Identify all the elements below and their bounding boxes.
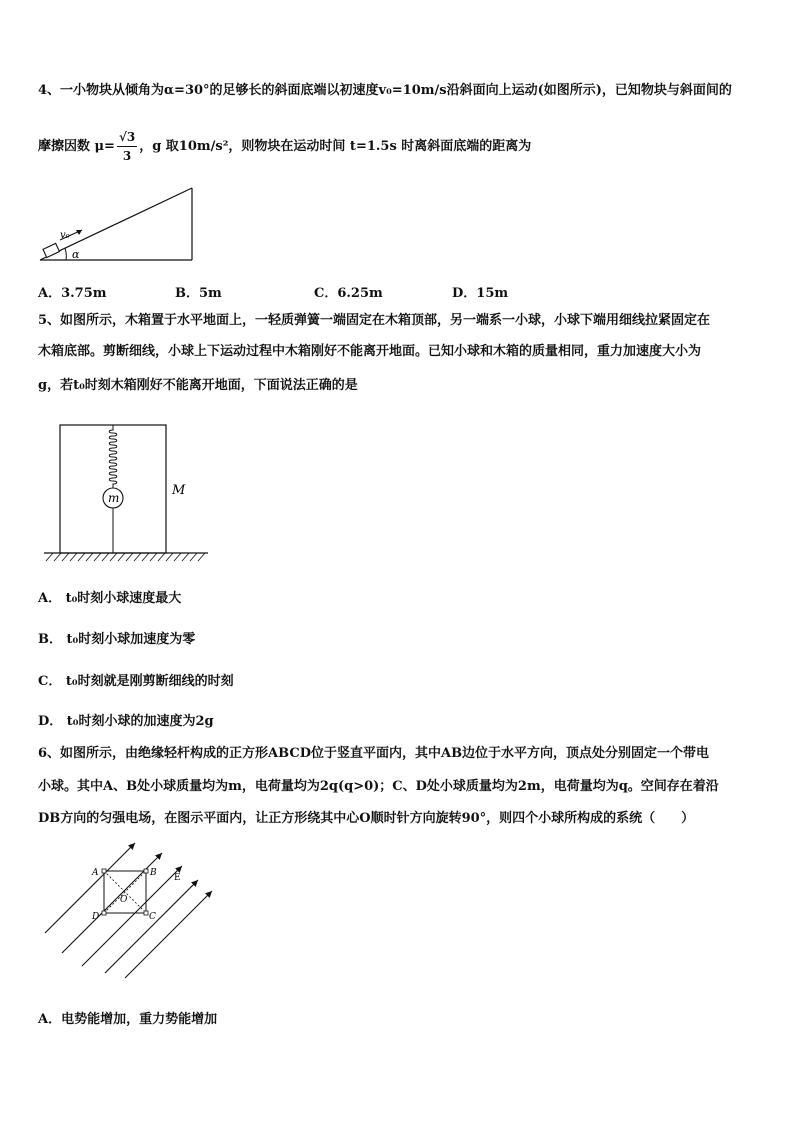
q6-ball-d bbox=[102, 911, 106, 915]
q4-mu-denominator: 3 bbox=[122, 149, 132, 163]
q4-incline-figure bbox=[38, 180, 208, 265]
q4-stem-line1: 4、一小物块从倾角为α=30°的足够长的斜面底端以初速度v₀=10m/s沿斜面向上运动(如图所示)，已知物块与斜面间的 bbox=[38, 83, 732, 98]
q4-option-b[interactable]: B．5m bbox=[175, 286, 222, 301]
q5-stem-line3: g，若t₀时刻木箱刚好不能离开地面，下面说法正确的是 bbox=[38, 378, 358, 393]
q4-angle-arc bbox=[65, 248, 66, 260]
q5-ground-hatch bbox=[46, 553, 205, 561]
q5-option-c[interactable]: C． t₀时刻就是刚剪断细线的时刻 bbox=[38, 674, 234, 689]
q6-label-o: O bbox=[120, 895, 128, 905]
q4-stem-line2-suffix: ，g 取10m/s²，则物块在运动时间 t=1.5s 时离斜面底端的距离为 bbox=[139, 139, 532, 154]
q6-ball-c bbox=[144, 911, 148, 915]
q6-label-d: D bbox=[92, 912, 100, 922]
q6-option-a[interactable]: A．电势能增加，重力势能增加 bbox=[38, 1012, 218, 1027]
q4-stem-line2 bbox=[38, 128, 531, 165]
q4-option-a[interactable]: A．3.75m bbox=[38, 286, 107, 301]
q5-stem-line1: 5、如图所示，木箱置于水平地面上，一轻质弹簧一端固定在木箱顶部，另一端系一小球，小球下端用细线拉紧固定在 bbox=[38, 313, 711, 328]
q4-v0-label: v₀ bbox=[60, 230, 70, 241]
q6-ball-a bbox=[102, 869, 106, 873]
q6-stem-line2: 小球。其中A、B处小球质量均为m，电荷量均为2q(q>0)；C、D处小球质量均为2m，电荷量均为q。空间存在着沿 bbox=[38, 779, 719, 794]
q5-ball-label: m bbox=[108, 491, 120, 505]
q5-stem-line2: 木箱底部。剪断细线，小球上下运动过程中木箱刚好不能离开地面。已知小球和木箱的质量相同，重力加速度大小为 bbox=[38, 344, 702, 359]
q6-field-figure bbox=[40, 838, 220, 983]
q6-stem-line3: DB方向的匀强电场，在图示平面内，让正方形绕其中心O顺时针方向旋转90°，则四个小球所构成的系统（ ） bbox=[38, 811, 695, 826]
q4-alpha-label: α bbox=[72, 248, 80, 261]
q6-ball-b bbox=[144, 869, 148, 873]
q5-option-a[interactable]: A． t₀时刻小球速度最大 bbox=[38, 591, 182, 606]
q4-incline-hypotenuse bbox=[40, 188, 192, 260]
q5-option-d[interactable]: D． t₀时刻小球的加速度为2g bbox=[38, 714, 214, 729]
q4-block bbox=[43, 243, 59, 257]
q5-option-b[interactable]: B． t₀时刻小球加速度为零 bbox=[38, 632, 196, 647]
q5-box-mass-label: M bbox=[172, 483, 186, 498]
q4-mu-fraction bbox=[117, 128, 137, 165]
q4-stem-line2-prefix: 摩擦因数 μ= bbox=[38, 139, 115, 154]
q6-stem-line1: 6、如图所示，由绝缘轻杆构成的正方形ABCD位于竖直平面内，其中AB边位于水平方向，顶点处分别固定一个带电 bbox=[38, 746, 710, 761]
q6-label-b: B bbox=[150, 868, 157, 878]
q6-label-a: A bbox=[92, 868, 99, 878]
q6-label-e: E bbox=[174, 873, 181, 883]
q5-spring bbox=[109, 425, 117, 488]
q6-label-c: C bbox=[149, 912, 156, 922]
q4-mu-numerator: √3 bbox=[117, 128, 137, 147]
q4-option-c[interactable]: C．6.25m bbox=[314, 286, 383, 301]
q5-box-figure bbox=[42, 422, 212, 564]
q4-option-d[interactable]: D．15m bbox=[452, 286, 509, 301]
q6-field-lines bbox=[45, 843, 212, 978]
